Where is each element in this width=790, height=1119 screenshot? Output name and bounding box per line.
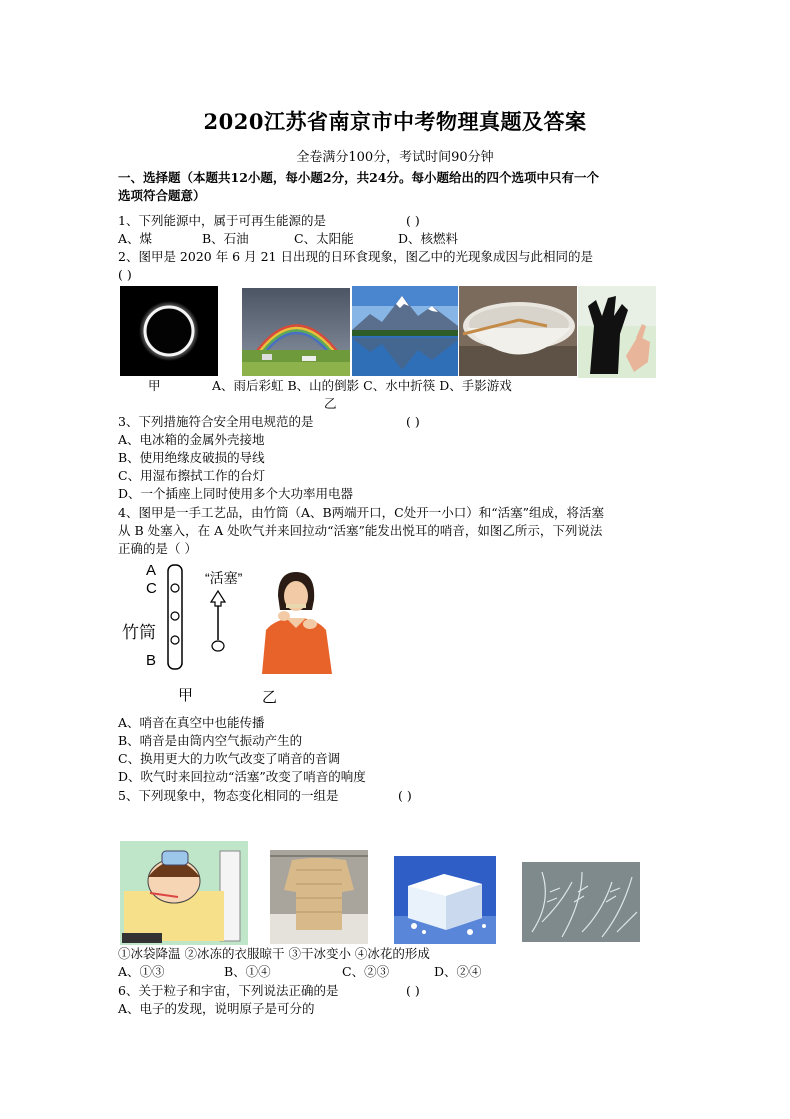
bamboo-tube-icon bbox=[166, 564, 186, 672]
q6-option-a: A、电子的发现，说明原子是可分的 bbox=[118, 1001, 315, 1016]
q1-option-a: A、煤 bbox=[118, 231, 153, 246]
q2-options: A、雨后彩虹 B、山的倒影 C、水中折筷 D、手影游戏 bbox=[212, 378, 512, 393]
q2-label-jia: 甲 bbox=[148, 378, 161, 393]
label-piston: “活塞” bbox=[205, 570, 243, 586]
dry-ice-image bbox=[394, 856, 496, 944]
page-subtitle: 全卷满分100分，考试时间90分钟 bbox=[296, 150, 494, 165]
q2-stem: 2、图甲是 2020 年 6 月 21 日出现的日环食现象，图乙中的光现象成因与此相同的是 bbox=[118, 249, 593, 264]
q3-option-b: B、使用绝缘皮破损的导线 bbox=[118, 450, 265, 465]
rainbow-icon bbox=[242, 288, 350, 376]
q5-option-b: B、①④ bbox=[224, 964, 271, 979]
label-jia: 甲 bbox=[178, 687, 194, 704]
girl-playing-whistle-image bbox=[256, 566, 336, 674]
page-title: 2020江苏省南京市中考物理真题及答案 bbox=[203, 109, 587, 134]
q3-option-d: D、一个插座上同时使用多个大功率用电器 bbox=[118, 486, 354, 501]
rainbow-image bbox=[242, 288, 350, 376]
q3-stem: 3、下列措施符合安全用电规范的是 bbox=[118, 414, 314, 429]
ice-bag-icon bbox=[120, 841, 248, 945]
dry-ice-icon bbox=[394, 856, 496, 944]
mountain-icon bbox=[352, 286, 458, 376]
label-yi: 乙 bbox=[262, 689, 278, 706]
q4-option-c: C、换用更大的力吹气改变了哨音的音调 bbox=[118, 751, 341, 766]
q5-option-a: A、①③ bbox=[118, 964, 165, 979]
q4-stem-line3: 正确的是（ ） bbox=[118, 541, 197, 556]
label-a: A bbox=[146, 562, 157, 579]
q1-option-d: D、核燃料 bbox=[398, 231, 459, 246]
q4-option-d: D、吹气时来回拉动“活塞”改变了哨音的响度 bbox=[118, 769, 366, 784]
q4-option-a: A、哨音在真空中也能传播 bbox=[118, 715, 265, 730]
q2-answer-paren: ( ) bbox=[118, 267, 132, 282]
label-tube: 竹筒 bbox=[122, 623, 156, 642]
q2-label-yi: 乙 bbox=[324, 396, 337, 411]
q5-stem: 5、下列现象中，物态变化相同的一组是 bbox=[118, 788, 339, 803]
frozen-sweater-icon bbox=[270, 850, 368, 944]
bowl-icon bbox=[459, 286, 577, 376]
q4-option-b: B、哨音是由筒内空气振动产生的 bbox=[118, 733, 303, 748]
hand-shadow-icon bbox=[578, 286, 656, 378]
label-c: C bbox=[146, 580, 157, 597]
section-heading: 一、选择题（本题共12小题，每小题2分，共24分。每小题给出的四个选项中只有一个 bbox=[118, 170, 599, 185]
q4-stem-line2: 从 B 处塞入，在 A 处吹气并来回拉动“活塞”能发出悦耳的哨音，如图乙所示，下列说法 bbox=[118, 523, 603, 538]
annular-eclipse-icon bbox=[120, 286, 218, 376]
eclipse-image bbox=[120, 286, 218, 376]
piston-icon bbox=[208, 590, 228, 656]
q1-answer-paren: ( ) bbox=[406, 213, 420, 228]
hand-shadow-image bbox=[578, 286, 656, 378]
ice-flower-image bbox=[522, 862, 640, 942]
q3-option-c: C、用湿布擦拭工作的台灯 bbox=[118, 468, 266, 483]
q3-option-a: A、电冰箱的金属外壳接地 bbox=[118, 432, 265, 447]
chopstick-bowl-image bbox=[459, 286, 577, 376]
section-heading-cont: 选项符合题意） bbox=[118, 188, 206, 203]
q1-option-b: B、石油 bbox=[202, 231, 249, 246]
q3-answer-paren: ( ) bbox=[406, 414, 420, 429]
label-b: B bbox=[146, 652, 157, 669]
q1-stem: 1、下列能源中，属于可再生能源的是 bbox=[118, 213, 326, 228]
person-icon bbox=[256, 566, 336, 674]
q5-option-c: C、②③ bbox=[342, 964, 390, 979]
frozen-clothes-image bbox=[270, 850, 368, 944]
mountain-reflection-image bbox=[352, 286, 458, 376]
q6-stem: 6、关于粒子和宇宙，下列说法正确的是 bbox=[118, 983, 339, 998]
q4-stem-line1: 4、图甲是一手工艺品，由竹筒（A、B两端开口，C处开一小口）和“活塞”组成，将活塞 bbox=[118, 505, 605, 520]
q6-answer-paren: ( ) bbox=[406, 983, 420, 998]
q5-option-d: D、②④ bbox=[434, 964, 482, 979]
q1-option-c: C、太阳能 bbox=[294, 231, 354, 246]
frost-pattern-icon bbox=[522, 862, 640, 942]
q5-captions: ①冰袋降温 ②冰冻的衣服晾干 ③干冰变小 ④冰花的形成 bbox=[118, 946, 430, 961]
q5-answer-paren: ( ) bbox=[398, 788, 412, 803]
ice-bag-cartoon-image bbox=[120, 841, 248, 945]
